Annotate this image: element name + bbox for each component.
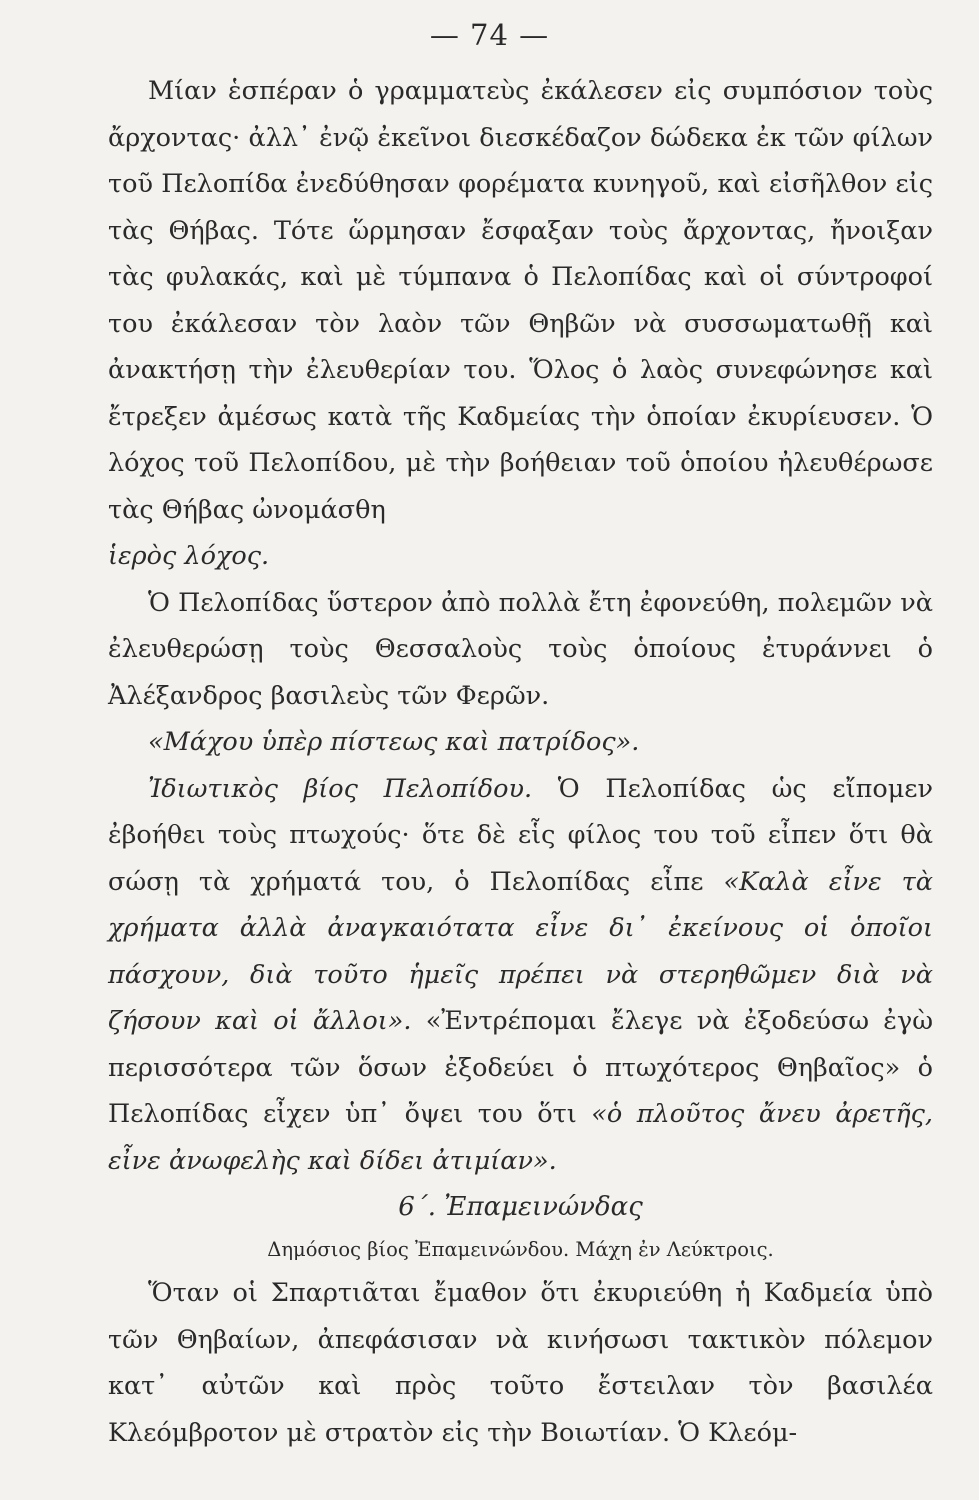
body-text: [108, 68, 933, 1456]
paragraph-text: Ὁ Πελοπίδας ὡς εἴπομεν ἐβοήθει τοὺς πτωχούς· ὅτε δὲ εἷς φίλος του τοῦ εἶπεν ὅτι θὰ σώσῃ τὰ χρήματά του, ὁ Πελοπίδας εἶπε: [108, 773, 933, 897]
paragraph-death-of-pelopidas: Ὁ Πελοπίδας ὕστερον ἀπὸ πολλὰ ἔτη ἐφονεύθη, πολεμῶν νὰ ἐλευθερώσῃ τοὺς Θεσσαλοὺς τοὺς ὁποίους ἐτυράννει ὁ Ἀλέξανδρος βασιλεὺς τῶν Φερῶν.: [108, 587, 933, 711]
paragraph-private-life: [108, 766, 933, 1185]
page-number: — 74 —: [429, 18, 550, 52]
quote-money: «Καλὰ εἶνε τὰ χρήματα ἀλλὰ ἀναγκαιότατα εἶνε δι᾽ ἐκείνους οἱ ὁποῖοι πάσχουν, διὰ τοῦτο ἡμεῖς πρέπει νὰ στερηθῶμεν διὰ νὰ ζήσουν καὶ οἱ ἄλλοι».: [108, 866, 933, 1036]
paragraph-epaminondas: Ὅταν οἱ Σπαρτιᾶται ἔμαθον ὅτι ἐκυριεύθη ἡ Καδμεία ὑπὸ τῶν Θηβαίων, ἀπεφάσισαν νὰ κινήσωσι τακτικὸν πόλεμον κατ᾽ αὐτῶν καὶ πρὸς τοῦτο ἔστειλαν τὸν βασιλέα Κλεόμβροτον μὲ στρατὸν εἰς τὴν Βοιωτίαν. Ὁ Κλεόμ-: [108, 1278, 933, 1448]
section-heading: 6΄. Ἐπαμεινώνδας: [398, 1192, 643, 1222]
paragraph-text: «Ἐντρέπομαι ἔλεγε νὰ ἐξοδεύσω ἐγὼ περισσότερα τῶν ὅσων ἐξοδεύει ὁ πτωχότερος Θηβαῖος» ὁ Πελοπίδας εἶχεν ὑπ᾽ ὄψει του ὅτι: [108, 1006, 934, 1129]
paragraph-conspiracy: [108, 68, 933, 580]
motto-quote: «Μάχου ὑπὲρ πίστεως καὶ πατρίδος».: [148, 727, 640, 757]
section-subheading: Δημόσιος βίος Ἐπαμεινώνδου. Μάχη ἐν Λεύκτροις.: [267, 1238, 774, 1261]
quote-wealth: «ὁ πλοῦτος ἄνευ ἀρετῆς, εἶνε ἀνωφελὴς καὶ δίδει ἀτιμίαν».: [108, 1099, 933, 1176]
private-life-title: Ἰδιωτικὸς βίος Πελοπίδου.: [148, 773, 533, 804]
paragraph-text: Μίαν ἑσπέραν ὁ γραμματεὺς ἐκάλεσεν εἰς συμπόσιον τοὺς ἄρχοντας· ἀλλ᾽ ἐνῷ ἐκεῖνοι διεσκέδαζον δώδεκα ἐκ τῶν φίλων τοῦ Πελοπίδα ἐνεδύθησαν φορέματα κυνηγοῦ, καὶ εἰσῆλθον εἰς τὰς Θήβας. Τότε ὥρμησαν ἔσφαξαν τοὺς ἄρχοντας, ἤνοιξαν τὰς φυλακάς, καὶ μὲ τύμπανα ὁ Πελοπίδας καὶ οἱ σύντροφοί του ἐκάλεσαν τὸν λαὸν τῶν Θηβῶν νὰ συσσωματωθῇ καὶ ἀνακτήσῃ τὴν ἐλευθερίαν του. Ὅλος ὁ λαὸς συνεφώνησε καὶ ἔτρεξεν ἀμέσως κατὰ τῆς Καδμείας τὴν ὁποίαν ἐκυρίευσεν. Ὁ λόχος τοῦ Πελοπίδου, μὲ τὴν βοήθειαν τοῦ ὁποίου ἠλευθέρωσε τὰς Θήβας ὠνομάσθη: [108, 76, 933, 525]
sacred-band-italic: ἱερὸς λόχος.: [108, 541, 270, 571]
